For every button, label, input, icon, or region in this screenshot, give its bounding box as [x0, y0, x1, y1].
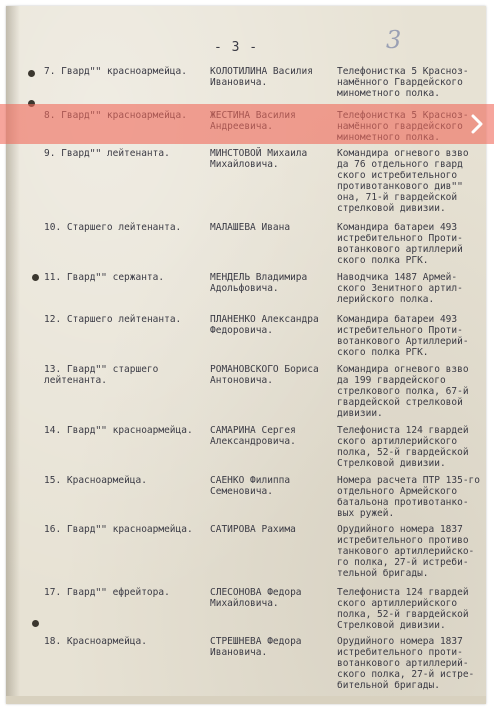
- name-cell-line: ПЛАНЕНКО Александра: [210, 314, 319, 325]
- unit-cell-line: стрелкового полка, 67-й: [337, 386, 469, 397]
- name-cell: [210, 66, 313, 88]
- unit-cell-line: Командира батареи 493: [337, 314, 458, 325]
- unit-cell: [337, 272, 463, 305]
- unit-cell-line: бительной бригады.: [337, 680, 440, 691]
- unit-cell-line: вотанкового артиллерий: [337, 244, 463, 255]
- unit-cell-line: отдельного Армейского: [337, 486, 458, 497]
- rank-cell: [44, 364, 158, 386]
- rank-cell-line: 18. Красноармейца.: [44, 636, 147, 647]
- unit-cell-line: намённого Гвардейского: [337, 77, 463, 88]
- rank-cell: [44, 222, 181, 233]
- unit-cell-line: истребительного Проти-: [337, 325, 463, 336]
- unit-cell-line: вых ружей.: [337, 508, 395, 519]
- rank-cell-line: 12. Старшего лейтенанта.: [44, 314, 182, 325]
- rank-cell-line: 14. Гвардʺʺ красноармейца.: [44, 425, 193, 436]
- unit-cell-line: да 76 отдельного гвард: [337, 159, 463, 170]
- name-cell: [210, 425, 296, 447]
- unit-cell-line: Орудийного номера 1837: [337, 524, 463, 535]
- unit-cell-line: ского Зенитного артил-: [337, 283, 463, 294]
- rank-cell: [44, 636, 147, 647]
- unit-cell-line: вотанкового артиллерий-: [337, 658, 469, 669]
- unit-cell-line: Командира огневого взво: [337, 364, 469, 375]
- punch-hole: [28, 70, 35, 77]
- rank-cell: [44, 587, 170, 598]
- rank-cell: [44, 66, 187, 77]
- name-cell-line: Александровича.: [210, 436, 296, 447]
- unit-cell-line: минометного полка.: [337, 88, 440, 99]
- name-cell-line: КОЛОТИЛИНА Василия: [210, 66, 313, 77]
- page-number: - 3 -: [214, 40, 259, 55]
- rank-cell: [44, 524, 193, 535]
- unit-cell: [337, 148, 469, 214]
- unit-cell-line: Номера расчета ПТР 135-го: [337, 475, 480, 486]
- unit-cell-line: батальона противотанко-: [337, 497, 469, 508]
- name-cell-line: Антоновича.: [210, 375, 273, 386]
- rank-cell: [44, 475, 147, 486]
- name-cell-line: МАЛАШЕВА Ивана: [210, 222, 291, 233]
- name-cell-line: РОМАНОВСКОГО Бориса: [210, 364, 319, 375]
- rank-cell-line: 11. Гвардʺʺ сержанта.: [44, 272, 165, 283]
- unit-cell-line: Орудийного номера 1837: [337, 636, 463, 647]
- rank-cell-line: 10. Старшего лейтенанта.: [44, 222, 182, 233]
- name-cell-line: САМАРИНА Сергея: [210, 425, 296, 436]
- unit-cell-line: Наводчика 1487 Армей-: [337, 272, 458, 283]
- unit-cell-line: Командира огневого взво: [337, 148, 469, 159]
- unit-cell-line: дивизии.: [337, 408, 383, 419]
- name-cell: [210, 148, 307, 170]
- unit-cell-line: го полка, 27-й истреби-: [337, 557, 469, 568]
- name-cell: [210, 636, 302, 658]
- unit-cell-line: танкового артиллерийско-: [337, 546, 475, 557]
- unit-cell-line: ского полка РГК.: [337, 255, 429, 266]
- unit-cell-line: полка, 52-й гвардейской: [337, 609, 469, 620]
- unit-cell-line: истребительного Проти-: [337, 233, 463, 244]
- unit-cell-line: она, 71-й гвардейской: [337, 192, 458, 203]
- unit-cell-line: ского артиллерийского: [337, 436, 458, 447]
- unit-cell-line: вотанкового Артиллерий-: [337, 336, 469, 347]
- unit-cell: [337, 587, 469, 631]
- name-cell: [210, 314, 319, 336]
- unit-cell-line: Стрелковой дивизии.: [337, 458, 446, 469]
- unit-cell-line: полка, 52-й гвардейской: [337, 447, 469, 458]
- unit-cell: [337, 222, 463, 266]
- name-cell-line: МЕНДЕЛЬ Владимира: [210, 272, 308, 283]
- unit-cell: [337, 364, 469, 419]
- rank-cell-line: лейтенанта.: [44, 375, 107, 386]
- punch-hole: [32, 274, 39, 281]
- rank-cell: [44, 314, 181, 325]
- name-cell: [210, 587, 302, 609]
- chevron-right-icon: [470, 114, 484, 134]
- unit-cell-line: ского артиллерийского: [337, 598, 458, 609]
- handwritten-page-mark: 3: [386, 26, 402, 54]
- unit-cell: [337, 66, 469, 99]
- name-cell-line: Михайловича.: [210, 598, 279, 609]
- unit-cell-line: истребительного противо: [337, 535, 469, 546]
- rank-cell-line: 16. Гвардʺʺ красноармейца.: [44, 524, 193, 535]
- name-cell-line: СТРЕШНЕВА Федора: [210, 636, 302, 647]
- unit-cell-line: истребительного проти-: [337, 647, 463, 658]
- name-cell: [210, 475, 290, 497]
- punch-hole: [32, 620, 39, 627]
- unit-cell-line: лерийского полка.: [337, 294, 435, 305]
- name-cell-line: Федоровича.: [210, 325, 273, 336]
- rank-cell-line: 17. Гвардʺʺ ефрейтора.: [44, 587, 170, 598]
- rank-cell: [44, 148, 170, 159]
- unit-cell-line: тельной бригады.: [337, 568, 429, 579]
- name-cell: [210, 222, 290, 233]
- rank-cell: [44, 425, 193, 436]
- next-page-button[interactable]: [466, 111, 488, 137]
- unit-cell-line: Телефониста 124 гвардей: [337, 425, 469, 436]
- unit-cell-line: ского полка РГК.: [337, 347, 429, 358]
- unit-cell-line: Стрелковой дивизии.: [337, 620, 446, 631]
- rank-cell-line: 9. Гвардʺʺ лейтенанта.: [44, 148, 170, 159]
- name-cell-line: Адольфовича.: [210, 283, 279, 294]
- rank-cell-line: 13. Гвардʺʺ старшего: [44, 364, 159, 375]
- name-cell-line: САЕНКО Филиппа: [210, 475, 291, 486]
- unit-cell-line: стрелковой дивизии.: [337, 203, 446, 214]
- name-cell-line: Семеновича.: [210, 486, 273, 497]
- unit-cell-line: Командира батареи 493: [337, 222, 458, 233]
- unit-cell-line: да 199 гвардейского: [337, 375, 446, 386]
- name-cell: [210, 272, 307, 294]
- name-cell-line: Ивановича.: [210, 647, 268, 658]
- unit-cell: [337, 636, 474, 691]
- name-cell: [210, 524, 296, 535]
- unit-cell-line: противотанкового дивʺʺ: [337, 181, 463, 192]
- unit-cell-line: ского истребительного: [337, 170, 458, 181]
- unit-cell: [337, 524, 474, 579]
- unit-cell: [337, 425, 469, 469]
- name-cell-line: Михайловича.: [210, 159, 279, 170]
- rank-cell-line: 15. Красноармейца.: [44, 475, 147, 486]
- unit-cell-line: Телефонистка 5 Красноз-: [337, 66, 469, 77]
- name-cell-line: САТИРОВА Рахима: [210, 524, 296, 535]
- unit-cell-line: гвардейской стрелковой: [337, 397, 463, 408]
- name-cell: [210, 364, 319, 386]
- name-cell-line: Ивановича.: [210, 77, 268, 88]
- name-cell-line: МИНСТОВОЙ Михаила: [210, 148, 308, 159]
- name-cell-line: СЛЕСОНОВА Федора: [210, 587, 302, 598]
- unit-cell-line: Телефониста 124 гвардей: [337, 587, 469, 598]
- page-bottom-edge: [6, 696, 486, 704]
- unit-cell: [337, 475, 480, 519]
- unit-cell: [337, 314, 469, 358]
- rank-cell: [44, 272, 164, 283]
- rank-cell-line: 7. Гвардʺʺ красноармейца.: [44, 66, 187, 77]
- selected-row-highlight[interactable]: [0, 104, 494, 144]
- unit-cell-line: ского полка, 27-й истре-: [337, 669, 475, 680]
